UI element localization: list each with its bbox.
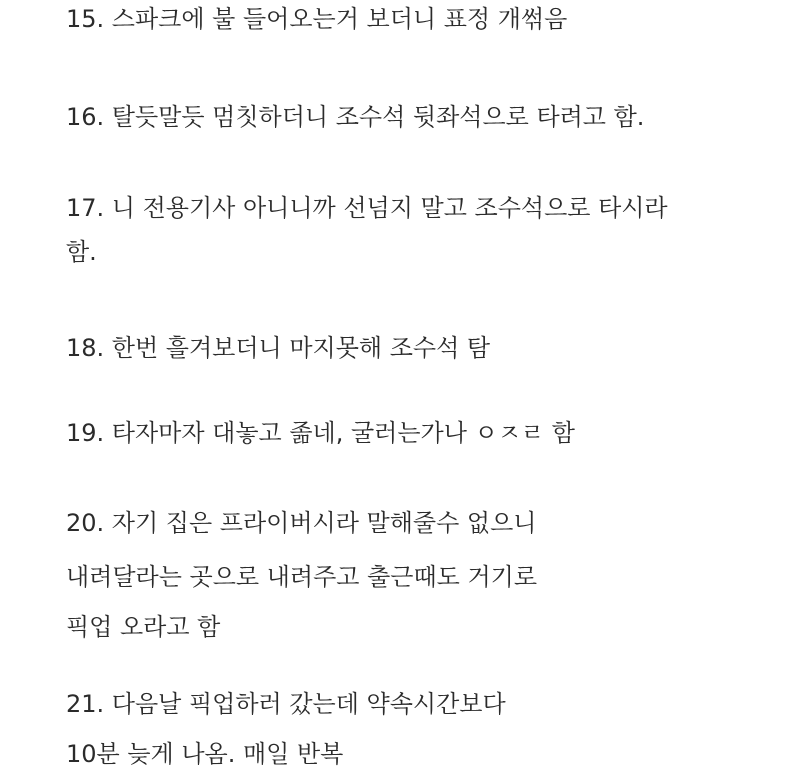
item-17-line-1: 17. 니 전용기사 아니니까 선넘지 말고 조수석으로 타시라: [66, 194, 668, 222]
item-21-line-1: 21. 다음날 픽업하러 갔는데 약속시간보다: [66, 690, 506, 718]
item-16-line-1: 16. 탈듯말듯 멈칫하더니 조수석 뒷좌석으로 타려고 함.: [66, 103, 645, 131]
item-20-line-1: 20. 자기 집은 프라이버시라 말해줄수 없으니: [66, 509, 537, 537]
item-19-line-1: 19. 타자마자 대놓고 졺네, 굴러는가나 ㅇㅈㄹ 함: [66, 419, 575, 447]
item-20-line-2: 내려달라는 곳으로 내려주고 출근때도 거기로: [66, 563, 538, 591]
item-15-line-1: 15. 스파크에 불 들어오는거 보더니 표정 개썪음: [66, 5, 568, 33]
item-20-line-3: 픽업 오라고 함: [66, 613, 221, 641]
item-21-line-2: 10분 늦게 나옴. 매일 반복: [66, 740, 344, 768]
item-17-line-2: 함.: [66, 238, 97, 266]
item-18-line-1: 18. 한번 흘겨보더니 마지못해 조수석 탐: [66, 334, 491, 362]
